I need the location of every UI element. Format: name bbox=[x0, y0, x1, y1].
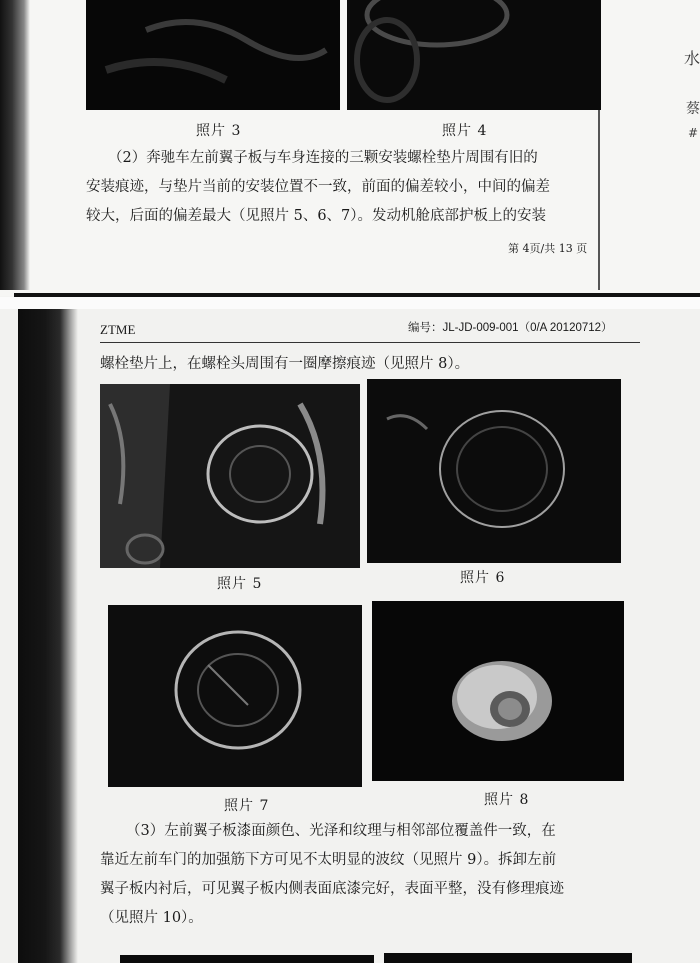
caption-photo-4: 照片 4 bbox=[442, 123, 488, 139]
caption-photo-5: 照片 5 bbox=[217, 576, 263, 592]
header-rule bbox=[100, 342, 640, 343]
paragraph-line: 安装痕迹，与垫片当前的安装位置不一致，前面的偏差较小，中间的偏差 bbox=[86, 179, 550, 195]
photo-4 bbox=[347, 0, 601, 110]
edge-char: 水 bbox=[684, 49, 700, 68]
photo-6 bbox=[367, 379, 621, 563]
paragraph-line: （3）左前翼子板漆面颜色、光泽和纹理与相邻部位覆盖件一致，在 bbox=[126, 823, 556, 839]
photo-9-partial bbox=[120, 955, 374, 963]
paragraph-line: （见照片 10）。 bbox=[100, 910, 203, 926]
photo-8 bbox=[372, 601, 624, 781]
photo-7 bbox=[108, 605, 362, 787]
binding-shadow bbox=[18, 309, 78, 963]
paragraph-line: 翼子板内衬后，可见翼子板内侧表面底漆完好，表面平整，没有修理痕迹 bbox=[100, 881, 564, 897]
page-1 bbox=[0, 0, 700, 296]
photo-5 bbox=[100, 384, 360, 568]
page-footer: 第 4页/共 13 页 bbox=[508, 242, 588, 255]
photo-3 bbox=[86, 0, 340, 110]
binding-shadow bbox=[0, 0, 30, 290]
header-left: ZTME bbox=[100, 322, 136, 337]
paragraph-line: （2）奔驰车左前翼子板与车身连接的三颗安装螺栓垫片周围有旧的 bbox=[108, 150, 538, 166]
caption-photo-3: 照片 3 bbox=[196, 123, 242, 139]
caption-photo-6: 照片 6 bbox=[460, 570, 506, 586]
edge-char: # bbox=[688, 126, 699, 140]
header-right: 编号：JL-JD-009-001（0/A 20120712） bbox=[408, 322, 613, 334]
edge-char: 蔡 bbox=[686, 101, 700, 117]
page-2 bbox=[0, 309, 700, 963]
paragraph-line: 螺栓垫片上，在螺栓头周围有一圈摩擦痕迹（见照片 8）。 bbox=[100, 356, 470, 372]
sheet-gap bbox=[0, 297, 700, 309]
paragraph-line: 较大，后面的偏差最大（见照片 5、6、7）。发动机舱底部护板上的安装 bbox=[86, 208, 547, 224]
photo-10-partial bbox=[384, 953, 632, 963]
paragraph-line: 靠近左前车门的加强筋下方可见不太明显的波纹（见照片 9）。拆卸左前 bbox=[100, 852, 557, 868]
caption-photo-8: 照片 8 bbox=[484, 792, 530, 808]
caption-photo-7: 照片 7 bbox=[224, 798, 270, 814]
